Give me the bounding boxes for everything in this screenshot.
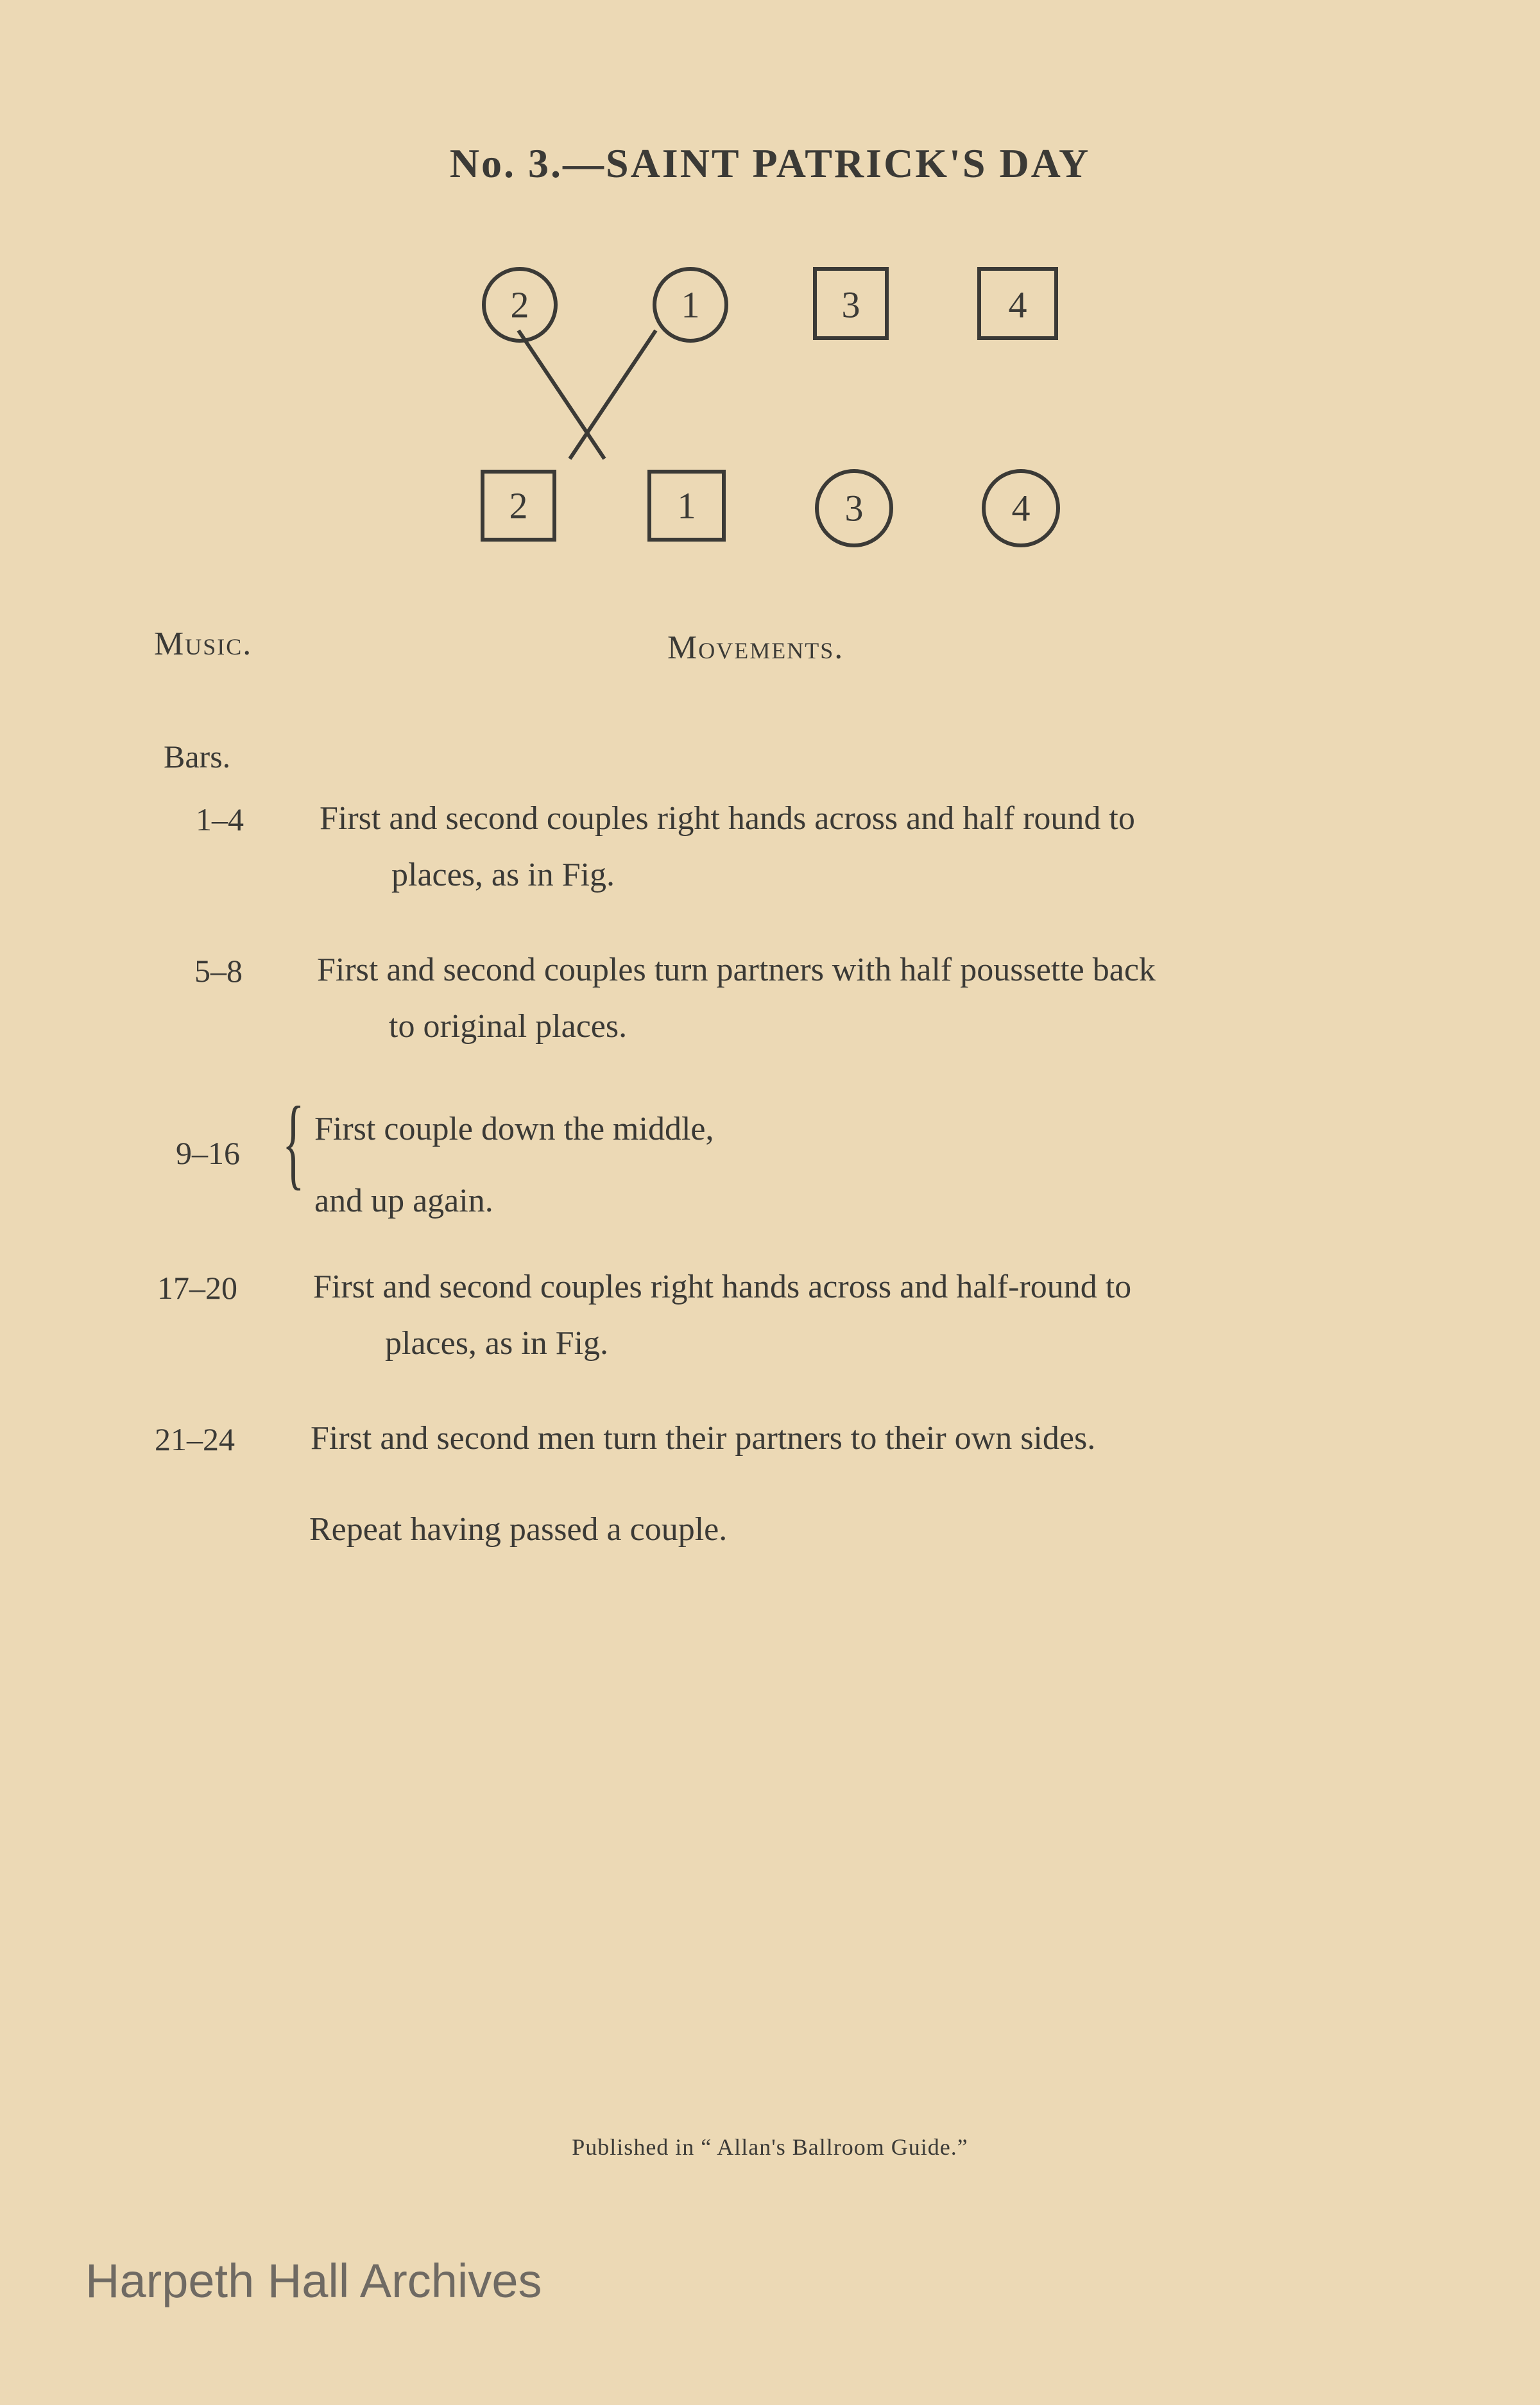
position-bottom-2-label: 1 — [677, 484, 696, 527]
crossing-line-1 — [518, 330, 604, 459]
movement-line: First and second men turn their partners to their own sides. — [311, 1420, 1096, 1457]
movement-line: and up again. — [314, 1183, 493, 1219]
movement-line: places, as in Fig. — [385, 1325, 609, 1362]
movement-text — [314, 1093, 1213, 1237]
movement-line: Repeat having passed a couple. — [309, 1511, 728, 1548]
movement-text — [311, 1410, 1401, 1467]
movement-line: First and second couples right hands across and half-round to — [313, 1269, 1132, 1305]
movement-text — [320, 791, 1398, 903]
movement-text — [317, 942, 1395, 1055]
publisher-note: Published in “ Allan's Ballroom Guide.” — [572, 2134, 968, 2160]
position-bottom-3-label: 3 — [844, 487, 864, 529]
movement-line: First and second couples right hands across and half round to — [320, 800, 1135, 837]
brace-symbol: { — [282, 1085, 305, 1199]
position-bottom-1-label: 2 — [509, 484, 528, 527]
movement-text — [309, 1502, 1400, 1558]
dance-figure-diagram — [462, 253, 1078, 561]
movements-column-header: Movements. — [667, 629, 844, 666]
archive-watermark: Harpeth Hall Archives — [85, 2254, 542, 2307]
bars-label: Bars. — [164, 739, 231, 775]
position-bottom-4-label: 4 — [1011, 487, 1031, 529]
position-top-1-label: 2 — [510, 284, 529, 326]
music-column-header: Music. — [154, 626, 253, 662]
movement-line: First and second couples turn partners with half poussette back — [317, 952, 1156, 988]
bar-number: 5–8 — [194, 953, 243, 989]
movement-text — [313, 1259, 1398, 1372]
crossing-line-2 — [570, 330, 656, 459]
bar-number: 17–20 — [157, 1270, 237, 1306]
page-title: No. 3.—SAINT PATRICK'S DAY — [449, 141, 1091, 186]
bar-number: 21–24 — [155, 1421, 235, 1457]
movement-line: First couple down the middle, — [314, 1111, 714, 1147]
position-top-4-label: 4 — [1008, 284, 1027, 326]
movement-line: to original places. — [389, 1008, 628, 1045]
position-top-2-label: 1 — [681, 284, 700, 326]
bar-number: 1–4 — [196, 801, 244, 837]
bar-number: 9–16 — [176, 1135, 240, 1171]
movement-line: places, as in Fig. — [391, 857, 615, 893]
position-top-3-label: 3 — [841, 284, 860, 326]
